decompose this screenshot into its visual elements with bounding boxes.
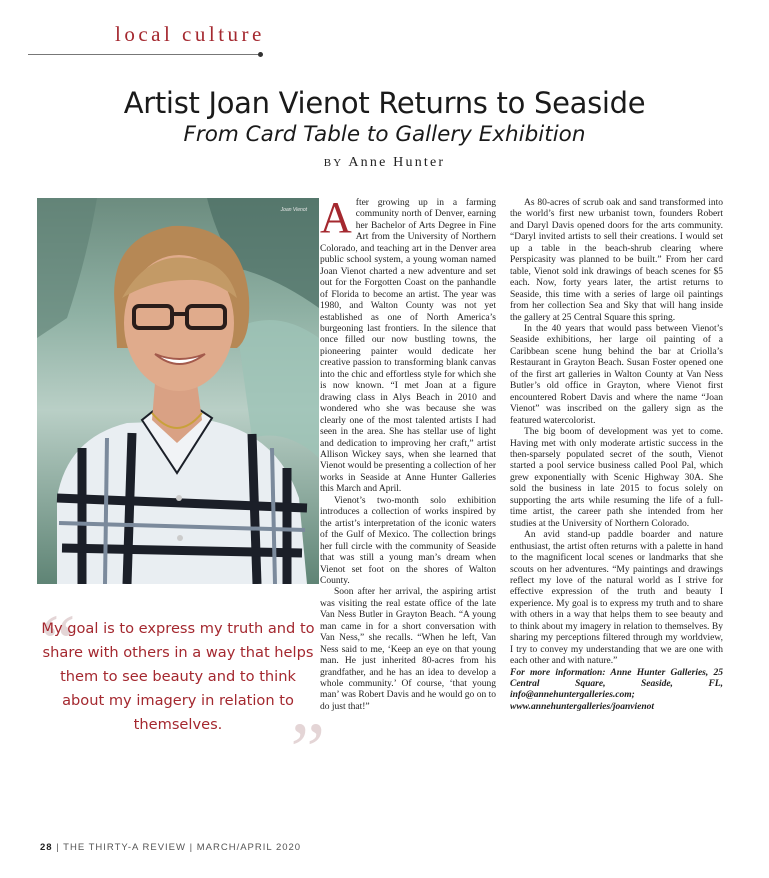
- page-footer: [40, 842, 301, 853]
- page-number: 28: [40, 842, 53, 853]
- footer-separator: |: [189, 842, 197, 853]
- article-column-2: [510, 198, 723, 713]
- paragraph: In the 40 years that would pass between Vienot’s Seaside exhibitions, her large oil painting of a Caribbean scene hung behind the bar at Criolla’s Restaurant in Grayton Beach. Susan Foster opened one of the first art galleries in Walton County at Van Ness Butler’s old office in Grayton, where Vienot first encountered Robert Davis and where the name “Joan Vienot” was inscribed on the gallery sign as the featured watercolorist.: [510, 323, 723, 426]
- headline: Artist Joan Vienot Returns to Seaside: [123, 86, 646, 120]
- section-tag: local culture: [115, 22, 265, 46]
- byline-author: Anne Hunter: [348, 155, 446, 170]
- paragraph: [320, 193, 496, 496]
- photo-credit: Joan Vienot: [280, 207, 307, 213]
- paragraph: As 80-acres of scrub oak and sand transformed into the world’s first new urbanist town, founders Robert and Daryl Davis opened doors for the arts community. “Daryl invited artists to sell their creations. I would set up a table in the beach-shrub clearing where Perspicasity was planned to be built.” From her card table, Vienot sold ink drawings of beach scenes for $5 each. Now, forty years later, the artist returns to Seaside, this time with a series of large oil paintings from her collection Sea and Sky that will hang inside the gallery at 25 Central Square this spring.: [510, 198, 723, 323]
- artist-portrait-illustration: [37, 198, 319, 584]
- byline: [0, 155, 769, 171]
- section-rule: [28, 54, 260, 55]
- paragraph: Soon after her arrival, the aspiring artist was visiting the real estate office of the late Van Ness Butler in Grayton Beach. “A young man came in for a short conversation with Van Ness,” she recalls. “When he left, Van Ness said to me, ‘Keep an eye on that young man. He just inherited 80-acres from his grandfather, and he has an idea to develop a whole community.’ Of course, ‘that young man’ was Robert Davis and he would go on to do just that!”: [320, 587, 496, 712]
- pull-quote-text: My goal is to express my truth and to share with others in a way that helps them to see beauty and to think about my imagery in relation to themselves.: [41, 620, 315, 733]
- paragraph-text: fter growing up in a farming community north of Denver, earning her Bachelor of Arts Degree in Fine Art from the University of Northern Colorado, and teaching art in the Denver area public school system, a young woman named Joan Vienot charted a new adventure and set out for the Forgotten Coast on the panhandle of Florida to become an artist. The year was 1980, and Walton County was not yet established as one of North America’s burgeoning last frontiers. In the silence that once filled our now bustling towns, the pioneering painter would dedicate her creative passion to transforming blank canvas into the chic and effortless style for which she is now known. “I met Joan at a figure drawing class in Alys Beach in 2010 and wondered who she was because she was clearly one of the most talented artists I had seen in the area. She has stellar use of light and dedication to improving her craft,” artist Allison Wickey says, when she learned that Vienot would be presenting a collection of her works in Seaside at Anne Hunter Galleries this March and April.: [320, 198, 496, 495]
- paragraph: An avid stand-up paddle boarder and nature enthusiast, the artist often returns with a palette in hand to the magnificent local scenes or landmarks that she scouts on her adventures. “My paintings and drawings reflect my love of the natural world as I strive for effective expression of the truth and beauty I experience. My goal is to express my truth and to share with others in a way that helps them to see beauty and to think about my imagery in relation to themselves. By sharing my perceptions filtered through my worldview, I try to convey my understanding that we are one with each other and with nature.”: [510, 530, 723, 667]
- article-column-1: [320, 193, 496, 713]
- pull-quote: [37, 598, 325, 793]
- publication-name: THE THIRTY-A REVIEW: [63, 842, 186, 853]
- open-quote-icon: “: [41, 598, 76, 685]
- paragraph: Vienot’s two-month solo exhibition introduces a collection of works inspired by the artist’s interpretation of the iconic waters of the Gulf of Mexico. The collection brings her full circle with the community of Seaside that was still a young man’s dream when Vienot set foot on the shores of Walton County.: [320, 495, 496, 586]
- issue-date: MARCH/APRIL 2020: [196, 842, 302, 853]
- close-quote-icon: ”: [290, 706, 325, 793]
- artist-photo: [37, 198, 319, 584]
- footer-separator: |: [56, 842, 64, 853]
- more-info: For more information: Anne Hunter Galleries, 25 Central Square, Seaside, FL, info@annehuntergalleries.com; www.annehuntergalleries/joanvienot: [510, 667, 723, 712]
- subheadline: From Card Table to Gallery Exhibition: [183, 122, 586, 147]
- drop-cap: A: [320, 193, 352, 242]
- byline-by: BY: [323, 157, 344, 169]
- paragraph: The big boom of development was yet to come. Having met with only moderate artistic success in the then-sparsely populated secret of the south, Vienot started a pool service business called Pool Pal, which grew exponentially with Scenic Highway 30A. She sold the business in late 2015 to focus solely on supporting the arts while resuming the life of a full-time artist, the career path she intended from her studies at the University of Northern Colorado.: [510, 427, 723, 529]
